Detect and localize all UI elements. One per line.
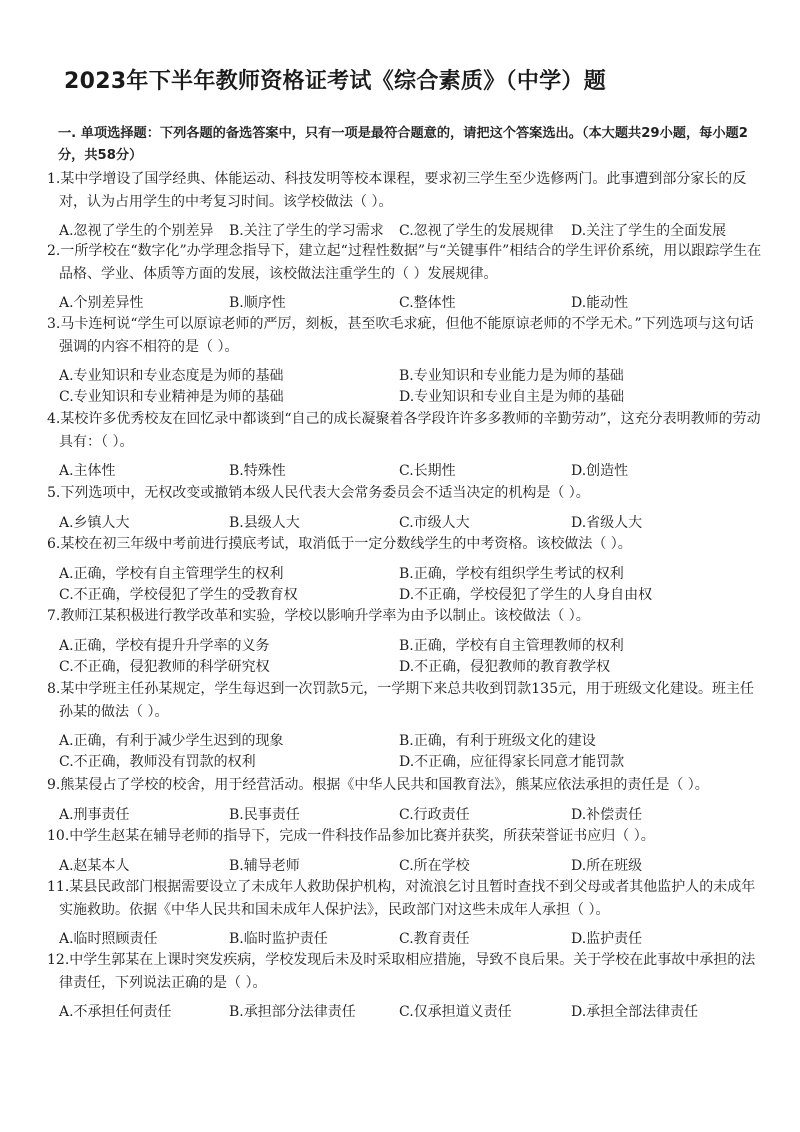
option-b[interactable]: B.关注了学生的学习需求 [229, 223, 384, 239]
option-a[interactable]: A.主体性 [59, 463, 116, 479]
option-a[interactable]: A.正确，学校有提升升学率的义务 [59, 637, 270, 654]
option-a[interactable]: A.不承担任何责任 [59, 1004, 172, 1020]
option-b[interactable]: B.正确，有利于班级文化的建设 [399, 733, 596, 749]
question-1 [47, 168, 767, 241]
option-c[interactable]: C.不正确，教师没有罚款的权利 [59, 754, 256, 770]
option-d[interactable]: D.省级人大 [571, 514, 643, 531]
question-4 [47, 408, 767, 481]
option-c[interactable]: C.专业知识和专业精神是为师的基础 [59, 389, 284, 405]
option-b[interactable]: B.专业知识和专业能力是为师的基础 [399, 368, 624, 384]
options-row [47, 635, 767, 656]
question-12 [47, 949, 767, 1022]
option-b[interactable]: B.临时监护责任 [229, 931, 328, 947]
options-row [47, 512, 767, 533]
option-c[interactable]: C.行政责任 [399, 806, 470, 823]
options-row [47, 563, 767, 584]
question-stem: 2.一所学校在“数字化”办学理念指导下，建立起“过程性数据”与“关键事件”相结合的学生评价系统，用以跟踪学生在品格、学业、体质等方面的发展，该校做法注重学生的（ ）发展规律。 [47, 243, 762, 282]
question-stem: 3.马卡连柯说“学生可以原谅老师的严厉，刻板，甚至吹毛求疵，但他不能原谅老师的不学无术。”下列选项与这句话强调的内容不相符的是（ ）。 [47, 316, 754, 355]
question-6 [47, 533, 767, 605]
option-a[interactable]: A.正确，有利于减少学生迟到的现象 [59, 733, 284, 749]
option-d[interactable]: D.能动性 [571, 295, 629, 311]
option-d[interactable]: D.关注了学生的全面发展 [571, 223, 727, 239]
option-b[interactable]: B.正确，学校有组织学生考试的权利 [399, 565, 624, 582]
question-8 [47, 678, 767, 772]
option-d[interactable]: D.创造性 [571, 463, 629, 479]
option-a[interactable]: A.忽视了学生的个别差异 [59, 223, 214, 239]
question-stem: 10.中学生赵某在辅导老师的指导下，完成一件科技作品参加比赛并获奖，所获荣誉证书应归（ ）。 [47, 828, 655, 844]
question-10 [47, 825, 767, 876]
option-b[interactable]: B.民事责任 [229, 806, 300, 823]
option-d[interactable]: D.补偿责任 [571, 806, 643, 823]
question-11 [47, 876, 767, 949]
question-7 [47, 605, 767, 677]
question-stem: 5.下列选项中，无权改变或撤销本级人民代表大会常务委员会不适当决定的机构是（ ）。 [47, 485, 590, 501]
options-row [47, 460, 767, 481]
options-row [47, 730, 767, 751]
option-c[interactable]: C.整体性 [399, 295, 456, 311]
option-d[interactable]: D.监护责任 [571, 931, 643, 947]
option-d[interactable]: D.专业知识和专业自主是为师的基础 [399, 389, 625, 405]
option-a[interactable]: A.专业知识和专业态度是为师的基础 [59, 368, 284, 384]
question-stem: 12.中学生郭某在上课时突发疾病，学校发现后未及时采取相应措施，导致不良后果。关于学校在此事故中承担的法律责任，下列说法正确的是（ ）。 [47, 952, 756, 991]
option-d[interactable]: D.所在班级 [571, 857, 643, 874]
question-2 [47, 240, 767, 313]
question-stem: 11.某县民政部门根据需要设立了未成年人救助保护机构，对流浪乞讨且暂时查找不到父母或者其他监护人的未成年实施救助。依据《中华人民共和国未成年人保护法》，民政部门对这些未成年人承担（ ）。 [47, 879, 756, 918]
options-row [47, 365, 767, 386]
question-stem: 9.熊某侵占了学校的校舍，用于经营活动。根据《中华人民共和国教育法》，熊某应依法承担的责任是（ ）。 [47, 777, 709, 793]
option-d[interactable]: D.不正确，学校侵犯了学生的人身自由权 [399, 586, 653, 603]
option-a[interactable]: A.乡镇人大 [59, 514, 130, 531]
section-heading: 一. 单项选择题：下列各题的备选答案中，只有一项是最符合题意的，请把这个答案选出。（本大题共29小题，每小题2分，共58分） [58, 126, 748, 163]
option-b[interactable]: B.辅导老师 [229, 857, 300, 874]
question-stem: 4.某校许多优秀校友在回忆录中都谈到“自己的成长凝聚着各学段许许多多教师的辛勤劳动”，这充分表明教师的劳动具有：（ ）。 [47, 411, 761, 450]
option-b[interactable]: B.特殊性 [229, 463, 286, 479]
question-9 [47, 774, 767, 825]
question-stem: 6.某校在初三年级中考前进行摸底考试，取消低于一定分数线学生的中考资格。该校做法（ ）。 [47, 536, 632, 552]
option-d[interactable]: D.不正确，侵犯教师的教育教学权 [399, 658, 611, 675]
option-c[interactable]: C.不正确，侵犯教师的科学研究权 [59, 658, 270, 675]
options-row [47, 292, 767, 313]
option-c[interactable]: C.仅承担道义责任 [399, 1004, 512, 1020]
question-5 [47, 482, 767, 533]
option-c[interactable]: C.长期性 [399, 463, 456, 479]
options-row [47, 220, 767, 241]
options-row [47, 386, 767, 407]
option-d[interactable]: D.不正确，应征得家长同意才能罚款 [399, 754, 625, 770]
options-row [47, 928, 767, 949]
option-b[interactable]: B.顺序性 [229, 295, 286, 311]
option-c[interactable]: C.不正确，学校侵犯了学生的受教育权 [59, 586, 298, 603]
question-stem: 8.某中学班主任孙某规定，学生每迟到一次罚款5元，一学期下来总共收到罚款135元，用于班级文化建设。班主任孙某的做法（ ）。 [47, 681, 754, 720]
page-title: 2023年下半年教师资格证考试《综合素质》（中学）题 [64, 69, 607, 94]
options-row [47, 855, 767, 876]
question-stem: 7.教师江某积极进行教学改革和实验，学校以影响升学率为由予以制止。该校做法（ ）。 [47, 608, 590, 624]
question-stem: 1.某中学增设了国学经典、体能运动、科技发明等校本课程，要求初三学生至少选修两门。此事遭到部分家长的反对，认为占用学生的中考复习时间。该学校做法（ ）。 [47, 171, 747, 210]
options-row [47, 656, 767, 677]
option-a[interactable]: A.正确，学校有自主管理学生的权利 [59, 565, 284, 582]
option-a[interactable]: A.临时照顾责任 [59, 931, 158, 947]
option-c[interactable]: C.所在学校 [399, 857, 470, 874]
option-c[interactable]: C.市级人大 [399, 514, 470, 531]
option-b[interactable]: B.正确，学校有自主管理教师的权利 [399, 637, 624, 654]
options-row [47, 1001, 767, 1022]
option-a[interactable]: A.个别差异性 [59, 295, 144, 311]
option-d[interactable]: D.承担全部法律责任 [571, 1004, 699, 1020]
option-c[interactable]: C.教育责任 [399, 931, 470, 947]
options-row [47, 804, 767, 825]
option-b[interactable]: B.县级人大 [229, 514, 300, 531]
option-b[interactable]: B.承担部分法律责任 [229, 1004, 356, 1020]
option-a[interactable]: A.赵某本人 [59, 857, 130, 874]
options-row [47, 584, 767, 605]
options-row [47, 751, 767, 772]
question-3 [47, 313, 767, 407]
option-a[interactable]: A.刑事责任 [59, 806, 130, 823]
option-c[interactable]: C.忽视了学生的发展规律 [399, 223, 554, 239]
